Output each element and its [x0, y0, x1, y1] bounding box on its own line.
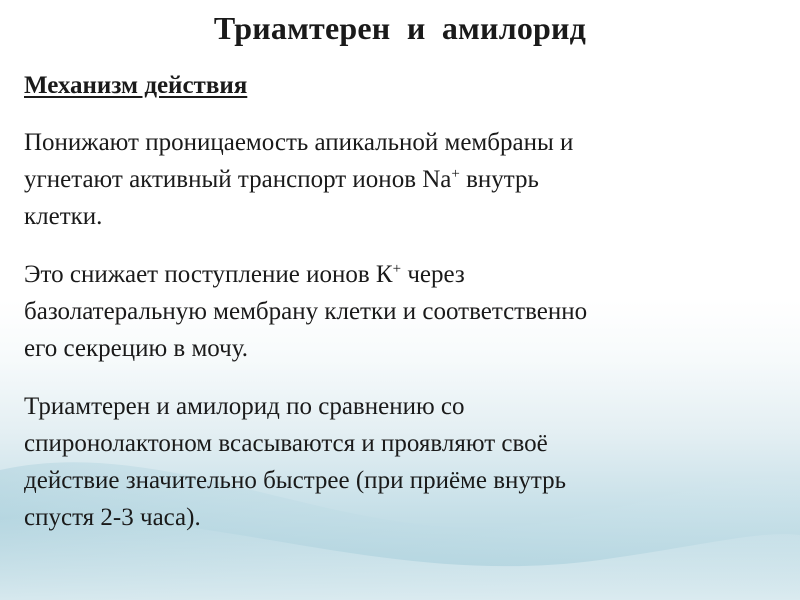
- paragraph-1: [24, 124, 764, 235]
- paragraph-2-line-1-text: Это снижает поступление ионов К: [24, 261, 393, 288]
- paragraph-1-line-2: [24, 161, 764, 198]
- paragraph-3-line-2: спиронолактоном всасываются и проявляют своё: [24, 430, 548, 457]
- paragraph-2-line-1-tail: через: [401, 261, 465, 288]
- paragraph-2-line-3: его секрецию в мочу.: [24, 335, 248, 362]
- paragraph-1-line-1: Понижают проницаемость апикальной мембраны и: [24, 129, 574, 156]
- paragraph-3-line-4: спустя 2-3 часа).: [24, 504, 201, 531]
- section-heading: Механизм действия: [24, 72, 248, 99]
- paragraph-2: [24, 256, 764, 367]
- paragraph-1-line-2-tail: внутрь: [459, 166, 539, 193]
- paragraph-3: [24, 388, 764, 536]
- paragraph-3-line-1: Триамтерен и амилорид по сравнению со: [24, 393, 465, 420]
- paragraph-2-line-2: базолатеральную мембрану клетки и соответственно: [24, 298, 588, 325]
- sodium-charge-superscript: +: [451, 166, 460, 182]
- paragraph-1-line-2-text: угнетают активный транспорт ионов Na: [24, 166, 452, 193]
- slide-title: Триамтерен и амилорид: [213, 10, 587, 46]
- potassium-charge-superscript: +: [392, 261, 402, 277]
- paragraph-3-line-3: действие значительно быстрее (при приёме внутрь: [24, 467, 567, 494]
- paragraph-2-line-1: [24, 256, 764, 293]
- paragraph-1-line-3: клетки.: [24, 203, 103, 230]
